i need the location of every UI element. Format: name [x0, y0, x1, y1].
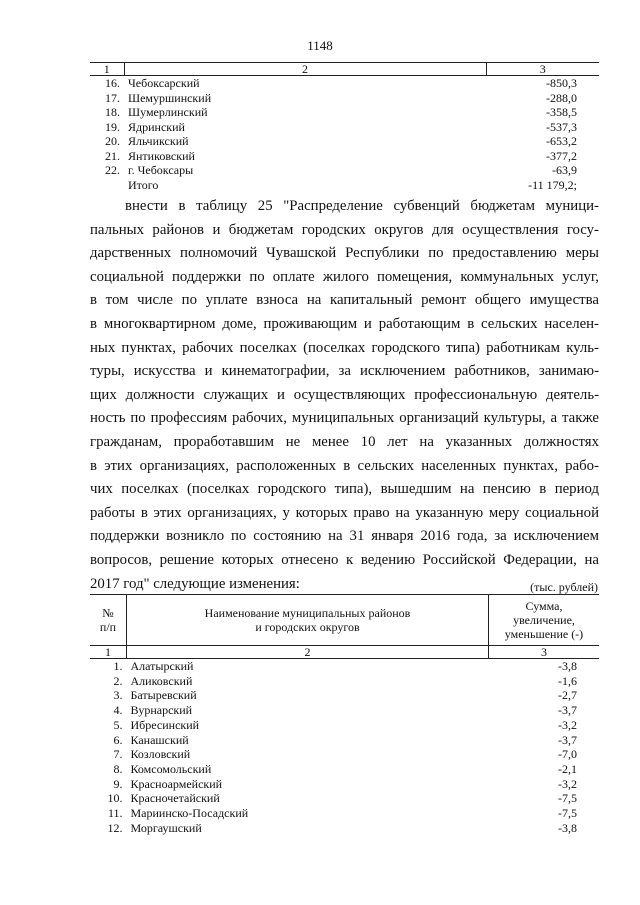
row-number: 5. — [113, 717, 123, 732]
amount-value: -1,6 — [558, 673, 577, 688]
table-row — [90, 178, 599, 193]
table-row — [90, 821, 599, 836]
table-row — [90, 149, 599, 164]
row-number — [90, 178, 124, 193]
district-name: Алатырский — [130, 659, 194, 673]
row-number: 22. — [105, 163, 120, 177]
amount-value: -7,0 — [558, 747, 577, 762]
header-sum-line2: увеличение, — [513, 613, 575, 627]
table-row — [90, 703, 599, 718]
header-col-2: 2 — [124, 63, 486, 76]
table-row — [90, 105, 599, 120]
paragraph-line: в этих организациях, расположенных в сельских населенных пунктах, рабо- — [90, 457, 599, 474]
header-number-line1: № — [102, 606, 114, 620]
district-name: Моргаушский — [130, 820, 202, 835]
district-name: г. Чебоксары — [128, 163, 194, 177]
units-label: (тыс. рублей) — [530, 580, 598, 594]
paragraph-line: работы в этих организациях, у которых право на указанную меру социальной — [90, 504, 599, 521]
header-sum-line1: Сумма, — [525, 599, 563, 613]
district-name: Итого — [128, 177, 159, 192]
table-row — [90, 777, 599, 792]
amount-value: -3,2 — [558, 717, 577, 732]
row-number: 17. — [105, 90, 120, 105]
amount-value: -63,9 — [552, 163, 577, 177]
table-row — [90, 134, 599, 149]
table-row — [90, 747, 599, 762]
paragraph-line: социальной поддержки по оплате жилого помещения, коммунальных услуг, — [90, 268, 599, 285]
row-number: 9. — [113, 776, 123, 791]
row-number: 7. — [113, 747, 123, 762]
row-number: 1. — [113, 659, 123, 673]
header-number-line2: п/п — [99, 620, 117, 634]
amount-value: -3,7 — [558, 732, 577, 747]
paragraph-line: пальных районов и бюджетам городских округов для осуществления госу- — [90, 221, 599, 238]
index-col-3: 3 — [489, 646, 600, 659]
district-name: Батыревский — [130, 688, 197, 703]
row-number: 20. — [105, 134, 120, 148]
amount-value: -537,3 — [546, 119, 577, 134]
table-row — [90, 163, 599, 178]
amount-value: -850,3 — [546, 76, 577, 90]
row-number: 6. — [113, 732, 123, 747]
amount-value: -3,8 — [558, 659, 577, 673]
amount-value: -3,7 — [558, 703, 577, 718]
row-number: 10. — [107, 791, 123, 806]
paragraph-line: ность по профессиям рабочих, муниципальных организаций культуры, а также — [90, 410, 599, 427]
amount-value: -653,2 — [546, 134, 577, 148]
paragraph-line: в том числе по уплате взноса на капитальный ремонт общего имущества — [90, 292, 599, 309]
row-number: 18. — [105, 105, 120, 119]
district-name: Шумерлинский — [128, 105, 208, 119]
district-name: Комсомольский — [130, 761, 212, 776]
district-name: Шемуршинский — [128, 90, 212, 105]
table-row — [90, 806, 599, 821]
header-col-3: 3 — [486, 63, 599, 76]
amount-value: -7,5 — [558, 791, 577, 806]
table-row — [90, 120, 599, 135]
row-number: 2. — [113, 673, 123, 688]
amount-value: -377,2 — [546, 148, 577, 163]
index-col-2: 2 — [127, 646, 489, 659]
paragraph-line: чих поселках (поселках городского типа), вышедшим на пенсию в период — [90, 481, 599, 498]
amount-value: -7,5 — [558, 806, 577, 821]
table-row — [90, 674, 599, 689]
paragraph-line: в многоквартирном доме, проживающим и работающим в сельских населен- — [90, 315, 599, 332]
table-header-row — [90, 595, 599, 646]
header-name-line2: и городских округов — [255, 620, 360, 634]
amendment-paragraph — [90, 195, 599, 596]
table-row — [90, 659, 599, 674]
table-row — [90, 688, 599, 703]
district-name: Яльчикский — [128, 134, 189, 148]
subsidy-table-continuation — [90, 62, 599, 192]
row-number: 19. — [105, 119, 120, 134]
row-number: 11. — [107, 806, 123, 821]
paragraph-line: гражданам, проработавшим не менее 10 лет на указанных должностях — [90, 433, 599, 450]
paragraph-line: поддержки возникло по состоянию на 31 января 2016 года, за исключением — [90, 528, 599, 545]
amount-value: -11 179,2; — [528, 177, 577, 192]
table-row — [90, 733, 599, 748]
amount-value: -358,5 — [546, 105, 577, 119]
amount-value: -3,8 — [558, 820, 577, 835]
header-col-1: 1 — [90, 63, 124, 76]
table-row — [90, 91, 599, 106]
row-number: 4. — [113, 703, 123, 718]
table-header-row — [90, 63, 599, 76]
row-number: 12. — [107, 820, 123, 835]
subvention-changes-table — [90, 594, 599, 835]
row-number: 21. — [105, 148, 120, 163]
row-number: 8. — [113, 761, 123, 776]
table-row — [90, 718, 599, 733]
district-name: Вурнарский — [130, 703, 193, 718]
paragraph-line: щих должности служащих и осуществляющих профессиональную деятель- — [90, 386, 599, 403]
district-name: Мариинско-Посадский — [130, 806, 249, 821]
paragraph-line: туры, искусства и кинематографии, за исключением работников, занимаю- — [90, 363, 599, 380]
district-name: Янтиковский — [128, 148, 195, 163]
page-number: 1148 — [307, 38, 333, 53]
paragraph-line: вопросов, решение которых отнесено к ведению Российской Федерации, на — [90, 551, 599, 568]
district-name: Канашский — [130, 732, 189, 747]
header-sum-line3: уменьшение (-) — [504, 627, 584, 641]
district-name: Красноармейский — [130, 776, 223, 791]
district-name: Чебоксарский — [128, 76, 200, 90]
header-name — [127, 595, 489, 646]
amount-value: -288,0 — [546, 90, 577, 105]
table-index-row — [90, 646, 599, 659]
row-number: 3. — [113, 688, 123, 703]
amount-value: -2,1 — [558, 761, 577, 776]
district-name: Козловский — [130, 747, 191, 762]
paragraph-line: 2017 год" следующие изменения: — [90, 575, 300, 592]
district-name: Ядринский — [128, 119, 185, 134]
paragraph-line: дарственных полномочий Чувашской Республики по предоставлению меры — [90, 245, 599, 262]
district-name: Красночетайский — [130, 791, 220, 806]
district-name: Ибресинский — [130, 717, 200, 732]
table-row — [90, 76, 599, 91]
header-number — [90, 595, 127, 646]
table-row — [90, 791, 599, 806]
row-number: 16. — [105, 76, 120, 90]
table-row — [90, 762, 599, 777]
paragraph-line: ных пунктах, рабочих поселках (поселках городского типа) работникам куль- — [90, 339, 599, 356]
district-name: Аликовский — [130, 673, 193, 688]
paragraph-line: внести в таблицу 25 "Распределение субвенций бюджетам муници- — [125, 198, 599, 214]
header-name-line1: Наименование муниципальных районов — [204, 606, 411, 620]
amount-value: -2,7 — [558, 688, 577, 703]
amount-value: -3,2 — [558, 776, 577, 791]
header-sum — [489, 595, 600, 646]
index-col-1: 1 — [90, 646, 127, 659]
